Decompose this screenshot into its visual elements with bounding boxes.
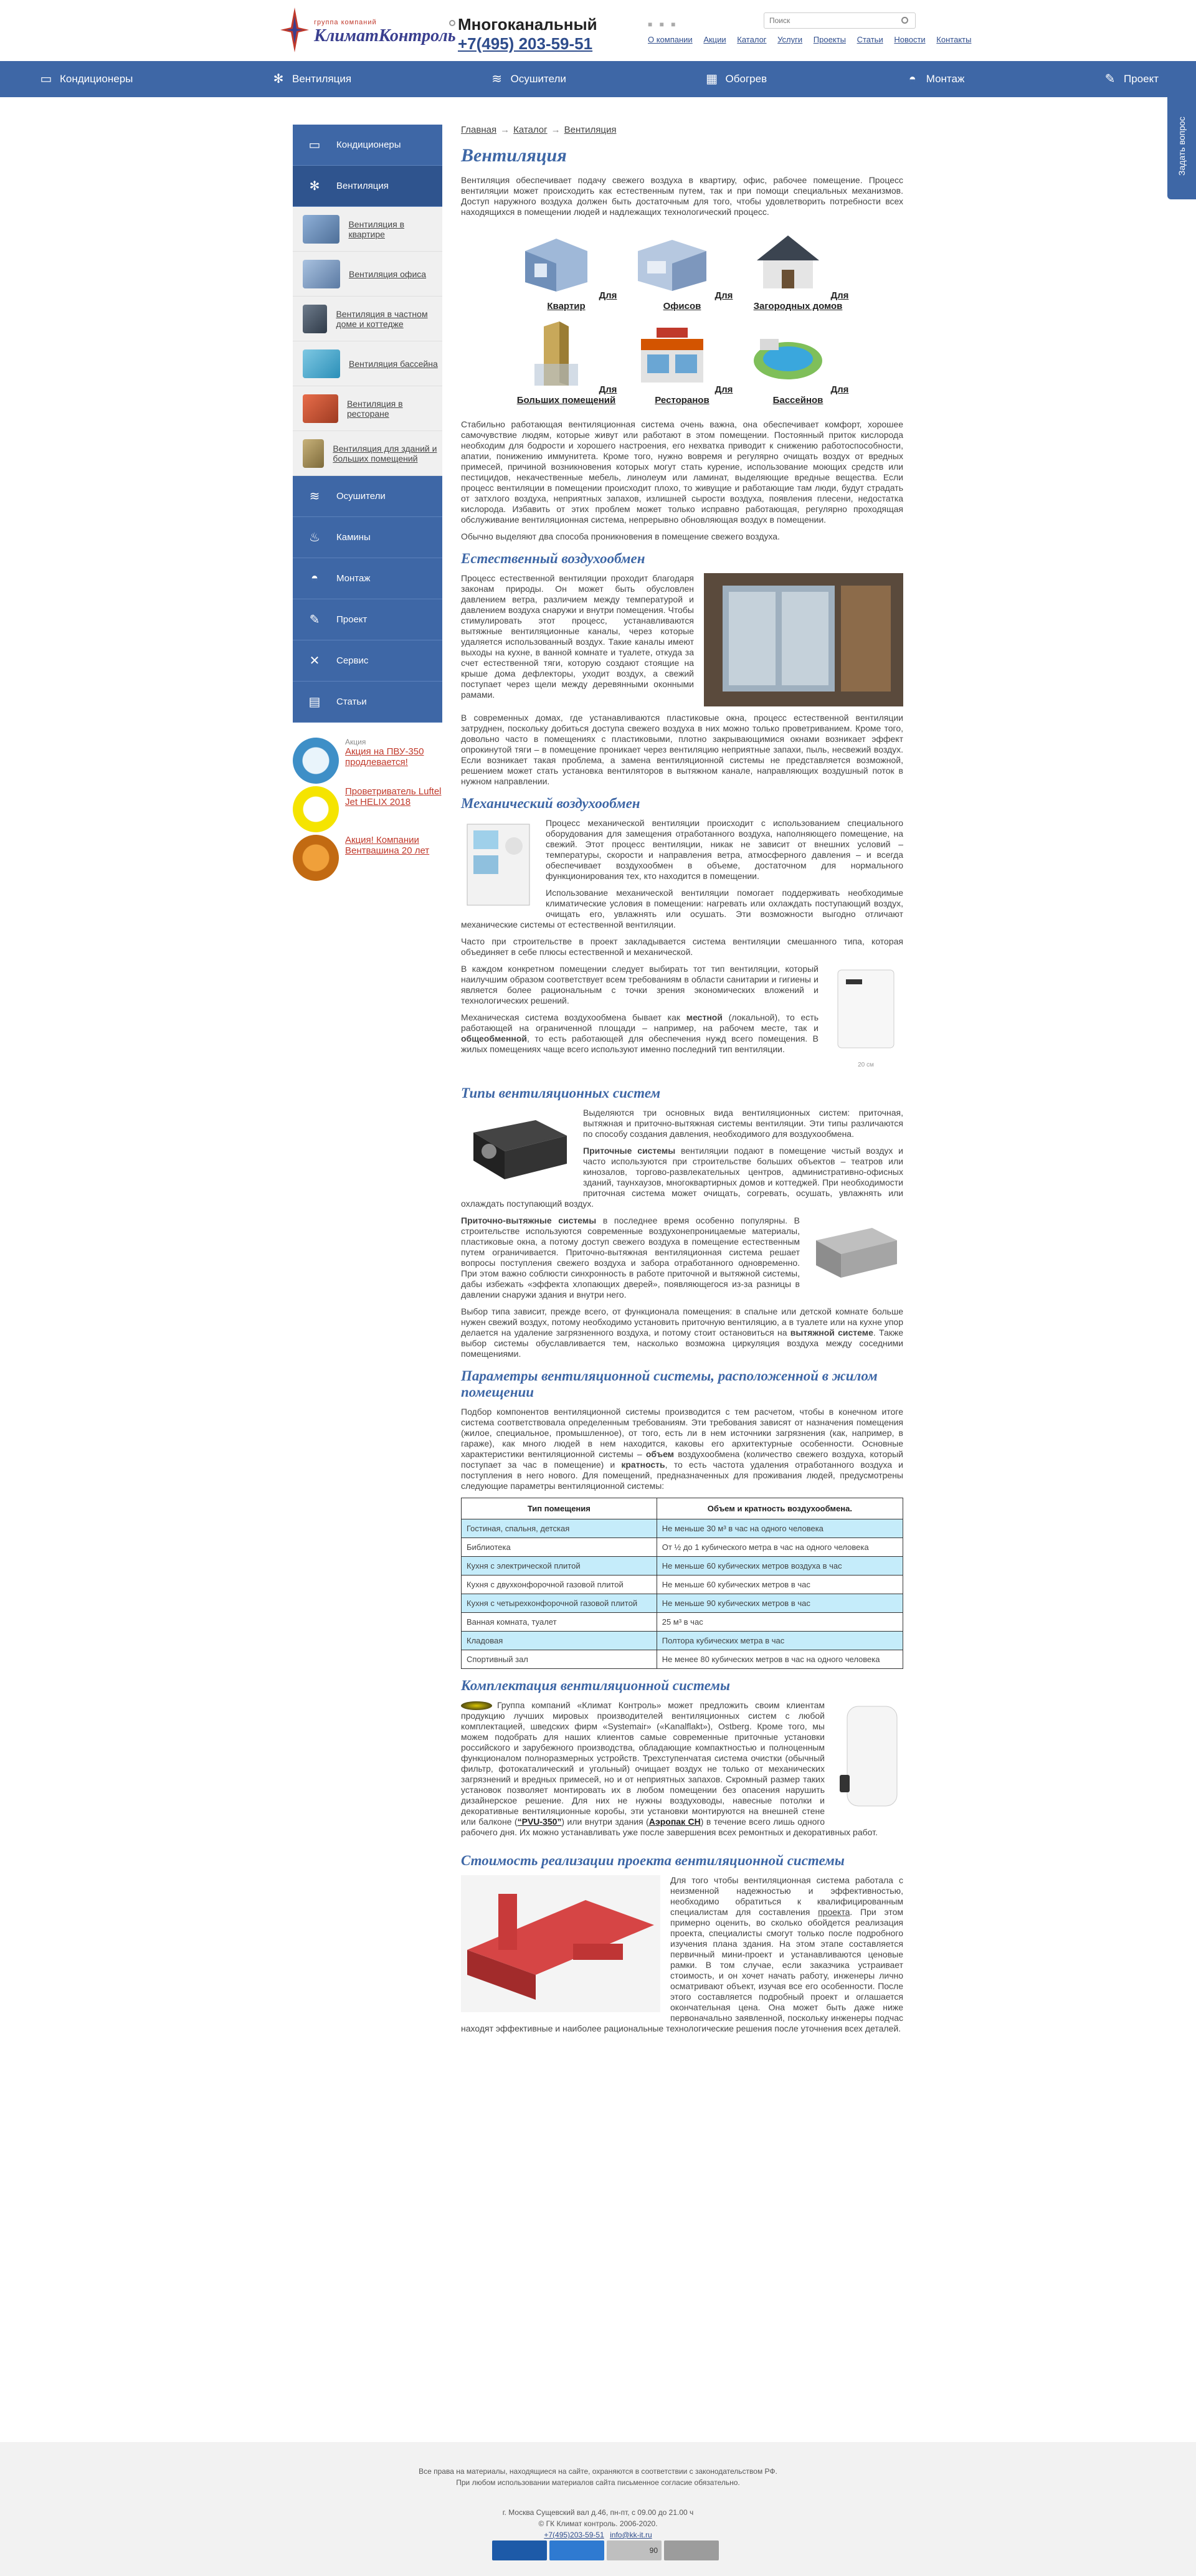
footer-email[interactable]: info@kk-it.ru: [610, 2531, 652, 2539]
air-conditioner-icon: ▭: [308, 138, 321, 152]
text-bold: Приточно-вытяжные системы: [461, 1215, 597, 1225]
supply-unit-image: [461, 1108, 573, 1185]
wrench-icon: ✕: [309, 654, 320, 668]
category-apartments[interactable]: [508, 226, 624, 311]
promo-item[interactable]: [293, 835, 442, 883]
fan-icon: ✻: [273, 72, 284, 86]
paragraph: Стабильно работающая вентиляционная система очень важна, она обеспечивает комфорт, хорошее самочувствие людям, которые живут или работают в этом помещении. Постоянный приток кислорода необходим для бодрости и хорошего настроения, его нехватка приводит к снижению работоспособности, апатии, понижению иммунитета. Кроме того, нужно вовремя и регулярно очищать воздух от вредных примесей, причиной возникновения которых могут стать курение, использование моющих средств или пестицидов, некачественные мебель, линолеум или ламинат, выделяющие вредные вещества. Если процесс вентиляции в помещении происходит плохо, то живущие и работающие там люди, будут страдать от затхлого воздуха, неприятных запахов, излишней сырости воздуха, появления плесени, недостатка кислорода. Избавить от этих проблем может только исправно работающая, регулярно проходящая обслуживание вентиляционная система, непрерывно обновляющая воздух в помещении.: [461, 419, 903, 525]
sidebar-item-label: Вентиляция: [336, 181, 389, 191]
project-link[interactable]: проекта: [818, 1907, 850, 1917]
footer-contacts: [0, 2529, 1196, 2540]
nav-item-dehumidifiers[interactable]: [488, 72, 566, 86]
top-link-catalog[interactable]: Каталог: [737, 35, 767, 44]
nav-item-label: Кондиционеры: [60, 73, 133, 85]
table-cell: Кладовая: [462, 1632, 657, 1650]
table-row: [462, 1594, 903, 1613]
sidebar-item-project[interactable]: [293, 599, 442, 640]
sidebar-item-dehumidifiers[interactable]: [293, 476, 442, 517]
helmet-icon: ◓: [908, 72, 916, 86]
text-part: воздухообмена (количество свежего воздуха, который поступает за час в помещение) и: [461, 1449, 903, 1470]
sidebar-item-service[interactable]: [293, 640, 442, 682]
table-cell: Не менее 80 кубических метров в час на одного человека: [657, 1650, 903, 1669]
table-cell: Полтора кубических метра в час: [657, 1632, 903, 1650]
house-illustration: [748, 226, 828, 295]
paragraph: Часто при строительстве в проект закладывается система вентиляции смешанного типа, которая объединяет в себе плюсы естественной и механической.: [461, 936, 903, 957]
top-link-articles[interactable]: Статьи: [857, 35, 883, 44]
counters: [492, 2540, 721, 2560]
main-nav: [0, 61, 1196, 97]
paragraph: В современных домах, где устанавливаются пластиковые окна, процесс естественной вентиляции затруднен, поскольку добиться доступа свежего воздуха в них можно только проветриванием. Кроме того, довольно часто в помещениях с пластиковыми, плотно закрывающимися окнами возникает эффект опрокинутой тяги – в помещение проникает через вентиляцию неприятные запахи, пыль, несвежий воздух. Если возникает такая проблема, а замена вентиляционной системы не представляется возможной, решением может стать установка вентиляторов в вытяжном канале, направляющих воздушный поток в нужном направлении.: [461, 713, 903, 786]
logo-subtitle: группа компаний: [314, 19, 377, 26]
table-cell: Кухня с двухконфорочной газовой плитой: [462, 1576, 657, 1594]
office-thumb: [303, 260, 340, 288]
main-content: [461, 125, 903, 2040]
paragraph: Использование механической вентиляции помогает поддерживать необходимые климатические условия в помещении: нагревать или охлаждать поступающий воздух, очищать его, увлажнять или осушать. Эти возможности выгодно отличают механические системы от естественной вентиляции.: [461, 888, 903, 929]
apartment-thumb: [303, 215, 339, 244]
table-cell: Ванная комната, туалет: [462, 1613, 657, 1632]
text-bold: вытяжной системе: [790, 1328, 873, 1338]
ductwork-image: [461, 1875, 660, 2012]
nav-item-label: Проект: [1123, 73, 1159, 85]
breadcrumb-current[interactable]: Вентиляция: [564, 125, 617, 135]
promo-image: [293, 786, 339, 832]
footer-address-line: г. Москва Сущевский вал д.46, пн-пт, с 09.00 до 21.00 ч: [502, 2508, 694, 2517]
section-title-complect: Комплектация вентиляционной системы: [461, 1678, 730, 1693]
footer-address: [0, 2507, 1196, 2540]
sidebar-sub-label[interactable]: Вентиляция офиса: [349, 269, 427, 279]
paragraph: Обычно выделяют два способа проникновения в помещение свежего воздуха.: [461, 531, 780, 541]
category-country-houses[interactable]: [740, 226, 856, 311]
sidebar-item-label: Сервис: [336, 655, 369, 666]
sidebar: [293, 125, 442, 883]
search-icon[interactable]: [901, 17, 908, 24]
promo-link[interactable]: Проветриватель Luftel Jet HELIX 2018: [345, 786, 442, 807]
office-illustration: [632, 226, 713, 295]
phone-label: Многоканальный: [458, 15, 597, 34]
footer-copy-line: При любом использовании материалов сайта письменное согласие обязательно.: [456, 2478, 740, 2487]
sidebar-item-label: Проект: [336, 614, 368, 625]
restaurant-thumb: [303, 394, 338, 423]
rambler-counter[interactable]: [549, 2540, 604, 2560]
text-part: ) или внутри здания (: [561, 1817, 649, 1827]
breadcrumb-separator: →: [551, 125, 561, 135]
figure-caption: 20 см: [858, 1062, 874, 1068]
text-part: в последнее время особенно популярны. В строительстве используются современные воздухонепроницаемые материалы, пластиковые окна, а потому доступ свежего воздуха в помещение естественным путем ограничивается. Приточно-вытяжная вентиляционная система решает вопросы поступления свежего воздуха и забора отработанного одновременно. При этом важно соблюсти синхронность в работе приточной и вытяжной системы, дабы избежать «эффекта хлопающих дверей», появляющегося из-за разницы в давлении снаружи здания и внутри него.: [461, 1215, 800, 1300]
table-cell: Кухня с электрической плитой: [462, 1557, 657, 1576]
text-part: ) в течение всего лишь одного рабочего дня. Их можно устанавливать уже после завершения всех ремонтных и декоративных работ.: [461, 1817, 878, 1837]
pool-illustration: [748, 320, 828, 389]
footer-company: © ГК Климат контроль. 2006-2020.: [538, 2519, 658, 2528]
table-header-cell: Тип помещения: [462, 1498, 657, 1519]
paragraph: [461, 1306, 903, 1359]
table-row: [462, 1519, 903, 1538]
wall-unit-figure: [828, 964, 903, 1070]
promo-list: [293, 738, 442, 883]
fan-icon: ✻: [309, 179, 320, 193]
wall-unit-image: [828, 964, 903, 1057]
text-part: Группа компаний «Климат Контроль» может предложить своим клиентам продукцию лучших мировых производителей вентиляционных систем с любой комплектацией, шведских фирм «Systemair» («Kanalflakt»), Ostberg. Кроме того, мы можем подобрать для наших клиентов самые современные приточные установки российского и зарубежного производства, обладающие компактностью и полноценным функционалом полноразмерных устройств. Трехступенчатая система очистки (обычный фильтр, фотокаталический и угольный) очищает воздух не только от механических загрязнений и вредных примесей, но и от неприятных запахов. Скромный размер таких установок позволяет монтировать их в любом помещении без опасения нарушить дизайнерское решение. Для них не нужны воздуховоды, навесные потолки и декоративные вентиляционные коробы, эти установки монтируются на внешней стене или балконе (: [461, 1700, 825, 1827]
table-row: [462, 1557, 903, 1576]
nav-item-conditioners[interactable]: [37, 72, 133, 86]
text-part: , то есть частота удаления отработанного воздуха и поступления в него нового. Для помещений, предназначенных для проживания людей, предусмотрены следующие параметры вентиляционной системы:: [461, 1460, 903, 1491]
footer-copyright: [0, 2466, 1196, 2488]
nav-item-label: Вентиляция: [292, 73, 352, 85]
ventilation-table: [461, 1498, 903, 1669]
aeropak-link[interactable]: Аэропак СН: [648, 1817, 701, 1827]
sidebar-sub-pool[interactable]: [293, 341, 442, 386]
promo-image: [293, 835, 339, 881]
house-thumb: [303, 305, 327, 333]
top-link-services[interactable]: Услуги: [777, 35, 803, 44]
dehumidifier-icon: ≋: [491, 72, 503, 86]
air-conditioner-icon: ▭: [40, 72, 52, 86]
helmet-icon: ◓: [310, 571, 319, 585]
breadcrumb-catalog[interactable]: Каталог: [513, 125, 548, 135]
text-part: Для того чтобы вентиляционная система работала с неизменной надежностью и эффективностью, необходимо обратиться к квалифицированным специалистам для составления: [670, 1875, 903, 1917]
supply-exhaust-unit-image: [810, 1215, 903, 1284]
section-title-mechanical: Механический воздухообмен: [461, 796, 640, 811]
cafe-illustration: [632, 320, 713, 389]
wall-ventilator-image: [835, 1700, 903, 1812]
nav-item-heating[interactable]: [703, 72, 767, 86]
nav-item-ventilation[interactable]: [270, 72, 351, 86]
top-link-projects[interactable]: Проекты: [813, 35, 846, 44]
top-link-contacts[interactable]: Контакты: [936, 35, 972, 44]
tower-illustration: [516, 320, 597, 389]
text-part: вентиляции подают в помещение чистый воздух и часто используются при строительстве больших объектов – театров или кинозалов, торгово-развлекательных центров, административно-офисных зданий, таунхаузов, многоквартирных домов и коттеджей. При необходимости приточная система может очищать, согревать, осушать, увлажнять или охлаждать поступающий воздух.: [461, 1146, 904, 1209]
sidebar-item-label: Камины: [336, 532, 371, 543]
nav-item-label: Осушители: [510, 73, 566, 85]
site-logo[interactable]: [279, 5, 455, 55]
category-link[interactable]: Для Больших помещений: [516, 384, 617, 406]
text-bold: кратность: [621, 1460, 665, 1470]
page-title: Вентиляция: [461, 145, 567, 166]
pvu350-link[interactable]: “PVU-350”: [517, 1817, 562, 1827]
paragraph: [461, 1407, 903, 1491]
pencil-icon: ✎: [309, 613, 320, 627]
category-restaurants[interactable]: [624, 320, 740, 406]
table-row: [462, 1538, 903, 1557]
table-header-row: [462, 1498, 903, 1519]
intro-text: Вентиляция обеспечивает подачу свежего воздуха в квартиру, офис, рабочее помещение. Процесс вентиляции может происходить как естественным путем, так и при помощи специальных механизмов. Доступ наружного воздуха должен быть достаточным для того, чтобы удовлетворить потребности всех находящихся в помещении людей и надлежащих технологический процесс.: [461, 175, 903, 217]
category-pools[interactable]: [740, 320, 856, 406]
sidebar-item-label: Осушители: [336, 491, 386, 501]
phone-number[interactable]: +7(495) 203-59-51: [458, 34, 593, 53]
flame-icon: ♨: [309, 531, 320, 544]
sidebar-item-conditioners[interactable]: [293, 125, 442, 166]
table-cell: Не меньше 60 кубических метров в час: [657, 1576, 903, 1594]
ask-question-tab[interactable]: Задать вопрос: [1167, 93, 1196, 199]
nav-item-project[interactable]: [1101, 72, 1159, 86]
table-cell: Библиотека: [462, 1538, 657, 1557]
phone-icon: [449, 20, 455, 26]
text-part: Механическая система воздухообмена бывает как: [461, 1012, 686, 1022]
top-links: [648, 35, 980, 44]
sidebar-sub-label[interactable]: Вентиляция бассейна: [349, 358, 438, 369]
category-link[interactable]: Для Офисов: [663, 290, 733, 311]
breadcrumb-home[interactable]: Главная: [461, 125, 497, 135]
promo-item[interactable]: [293, 786, 442, 835]
table-cell: Кухня с четырехконфорочной газовой плитой: [462, 1594, 657, 1613]
category-link[interactable]: Для Бассейнов: [772, 384, 849, 406]
logo-title: КлиматКонтроль: [314, 26, 456, 45]
section-title-types: Типы вентиляционных систем: [461, 1085, 661, 1101]
articles-icon: ▤: [308, 695, 321, 709]
text-part: . При этом примерно оценить, во сколько обойдется реализация проекта, специалисты смогут только после подробного изучения плана здания. На этом этапе составляется первичный мини-проект и устанавливаются ценовые рамки. В том случае, если заказчика устраивает стоимость, и он хочет начать работу, инженеры лично осматривают объект, изучая все его особенности. После этого составляется подробный проект и оглашается окончательная цена. Она может быть даже ниже первоначально заявленной, поскольку инженеры подчас находят эффективные и наиболее рациональные технологические решения после уточнения всех деталей.: [461, 1907, 903, 2033]
yandex-counter[interactable]: 90: [607, 2540, 662, 2560]
category-large-premises[interactable]: [508, 320, 624, 406]
promo-tag: Акция: [345, 738, 366, 746]
apartment-illustration: [516, 226, 597, 295]
sidebar-item-ventilation[interactable]: [293, 166, 442, 207]
category-link[interactable]: Для Квартир: [547, 290, 617, 311]
table-cell: Гостиная, спальня, детская: [462, 1519, 657, 1538]
section-title-cost: Стоимость реализации проекта вентиляционной системы: [461, 1853, 845, 1868]
top-link-promos[interactable]: Акции: [703, 35, 726, 44]
sidebar-sub-office[interactable]: [293, 252, 442, 297]
text-part: Подбор компонентов вентиляционной системы производится с тем расчетом, чтобы в конечном итоге система соответствовала определенным требованиям. Эти требования зависят от назначения помещения (жилое, специальное, промышленное), от того, есть ли в нем источники загрязнения (как, например, в гараже), как много людей в нем находится, каковы его архитектурные особенности. Основные характеристики вентиляционной системы –: [461, 1407, 903, 1459]
breadcrumb: [461, 125, 903, 135]
sidebar-sub-label[interactable]: Вентиляция в квартире: [348, 219, 405, 239]
mailru-counter[interactable]: [492, 2540, 547, 2560]
nav-item-label: Монтаж: [926, 73, 965, 85]
section-title-natural: Естественный воздухообмен: [461, 551, 645, 566]
text-bold: объем: [645, 1449, 675, 1459]
table-cell: 25 м³ в час: [657, 1613, 903, 1632]
table-cell: Спортивный зал: [462, 1650, 657, 1669]
top-link-about[interactable]: О компании: [648, 35, 693, 44]
paragraph: Процесс механической вентиляции происходит с использованием специального оборудования для замещения отработанного воздуха, наполняющего помещение, на свежий. Этот процесс вентиляции, никак не зависит от внешних условий – температуры, скорости и направления ветра, атмосферного давления – и всегда обеспечивает воздухообмен в объеме, достаточном для нормального функционирования тех, кто находится в помещении.: [546, 818, 903, 881]
text-part: , то есть работающей для обеспечения нужд всего помещения. В жилых помещениях чаще всего используют именно последний тип вентиляции.: [461, 1034, 819, 1054]
breadcrumb-separator: →: [500, 125, 510, 135]
text-part: . Также выбор системы обуславливается тем, насколько возможна циркуляция воздуха между соседними помещениями.: [461, 1328, 904, 1359]
category-offices[interactable]: [624, 226, 740, 311]
sidebar-item-articles[interactable]: [293, 682, 442, 723]
lens-icon: [461, 1701, 492, 1710]
sidebar-item-label: Монтаж: [336, 573, 371, 584]
liveinternet-counter[interactable]: [664, 2540, 719, 2560]
sidebar-item-installation[interactable]: [293, 558, 442, 599]
table-cell: Не меньше 90 кубических метров в час: [657, 1594, 903, 1613]
promo-item[interactable]: [293, 738, 442, 786]
table-row: [462, 1650, 903, 1669]
promo-link[interactable]: Акция! Компании Вентвашина 20 лет: [345, 835, 430, 856]
site-footer: [0, 2442, 1196, 2576]
paragraph: Процесс естественной вентиляции проходит благодаря законам природы. Он может быть обусловлен давлением ветра, различием между температурой и давлением воздуха снаружи и внутри помещения. Чтобы стимулировать этот процесс, устанавливаются вытяжные вентиляционные каналы, через которые удаляется использованный воздух. Такие каналы имеют выходы на кухне, в ванной комнате и туалете, откуда за счет естественной тяги, которую создают стоящие на крыше дома дефлекторы, уходит воздух, а свежий поступает через щели между деревянными оконными рамами.: [461, 573, 694, 700]
sidebar-sub-apartment[interactable]: [293, 207, 442, 252]
table-row: [462, 1576, 903, 1594]
table-header-cell: Объем и кратность воздухообмена.: [657, 1498, 903, 1519]
sidebar-sub-label[interactable]: Вентиляция для зданий и больших помещений: [333, 443, 437, 463]
table-row: [462, 1613, 903, 1632]
site-header: [0, 0, 1196, 61]
footer-copy-line: Все права на материалы, находящиеся на сайте, охраняются в соответствии с законодательством РФ.: [419, 2467, 777, 2476]
section-title-params: Параметры вентиляционной системы, расположенной в жилом помещении: [461, 1368, 878, 1400]
pool-thumb: [303, 349, 340, 378]
text-part: (локальной), то есть работающей на ограниченной площади – например, на рабочем месте, так и: [461, 1012, 819, 1033]
top-icons[interactable]: ■ ■ ■: [648, 20, 678, 29]
sidebar-item-fireplaces[interactable]: [293, 517, 442, 558]
sidebar-sub-house[interactable]: [293, 297, 442, 341]
promo-image: [293, 738, 339, 784]
text-bold: Приточные системы: [583, 1146, 676, 1156]
ventilation-unit-image: [461, 818, 536, 911]
sidebar-sub-label[interactable]: Вентиляция в частном доме и коттедже: [336, 308, 428, 329]
text-bold: общеобменной: [461, 1034, 528, 1043]
heating-icon: ▦: [706, 72, 718, 86]
footer-phone[interactable]: +7(495)203-59-51: [544, 2531, 604, 2539]
nav-item-installation[interactable]: [904, 72, 965, 86]
paragraph: В каждом конкретном помещении следует выбирать тот тип вентиляции, который наилучшим образом соответствует всем требованиям в области санитарии и гигиены и является более рациональным с точки зрения экономических вложений и технологических решений.: [461, 964, 819, 1005]
nav-item-label: Обогрев: [725, 73, 767, 85]
pencil-icon: ✎: [1104, 72, 1116, 86]
paragraph: Выделяются три основных вида вентиляционных систем: приточная, вытяжная и приточно-вытяжная системы вентиляции. Эти типы различаются по способу создания давления, необходимого для воздухообмена.: [583, 1108, 903, 1139]
window-photo: [704, 573, 903, 706]
building-thumb: [303, 439, 324, 468]
table-cell: Не меньше 60 кубических метров воздуха в час: [657, 1557, 903, 1576]
dehumidifier-icon: ≋: [309, 490, 320, 503]
sidebar-item-label: Кондиционеры: [336, 140, 401, 150]
text-bold: местной: [686, 1012, 723, 1022]
search-input[interactable]: [764, 12, 916, 29]
promo-link[interactable]: Акция на ПВУ-350 продлевается!: [345, 746, 424, 768]
sidebar-sub-restaurant[interactable]: [293, 386, 442, 431]
sidebar-submenu: [293, 207, 442, 476]
logo-star-icon: [279, 5, 310, 55]
category-link[interactable]: Для Ресторанов: [655, 384, 733, 406]
text-part: Выбор типа зависит, прежде всего, от функционала помещения: в спальне или детской комнате больше нужен свежий воздух, потому необходимо установить приточную вентиляцию, а в туалете или на кухне упор делается на удаление загрязненного воздуха, и потому стоит остановиться на: [461, 1306, 903, 1338]
sidebar-sub-label[interactable]: Вентиляция в ресторане: [346, 398, 403, 419]
top-link-news[interactable]: Новости: [894, 35, 926, 44]
category-link[interactable]: Для Загородных домов: [753, 290, 849, 311]
table-cell: Не меньше 30 м³ в час на одного человека: [657, 1519, 903, 1538]
table-row: [462, 1632, 903, 1650]
table-cell: От ½ до 1 кубического метра в час на одного человека: [657, 1538, 903, 1557]
sidebar-item-label: Статьи: [336, 696, 367, 707]
sidebar-sub-large-buildings[interactable]: [293, 431, 442, 476]
phone-block: [458, 15, 597, 54]
category-grid: [461, 226, 903, 414]
